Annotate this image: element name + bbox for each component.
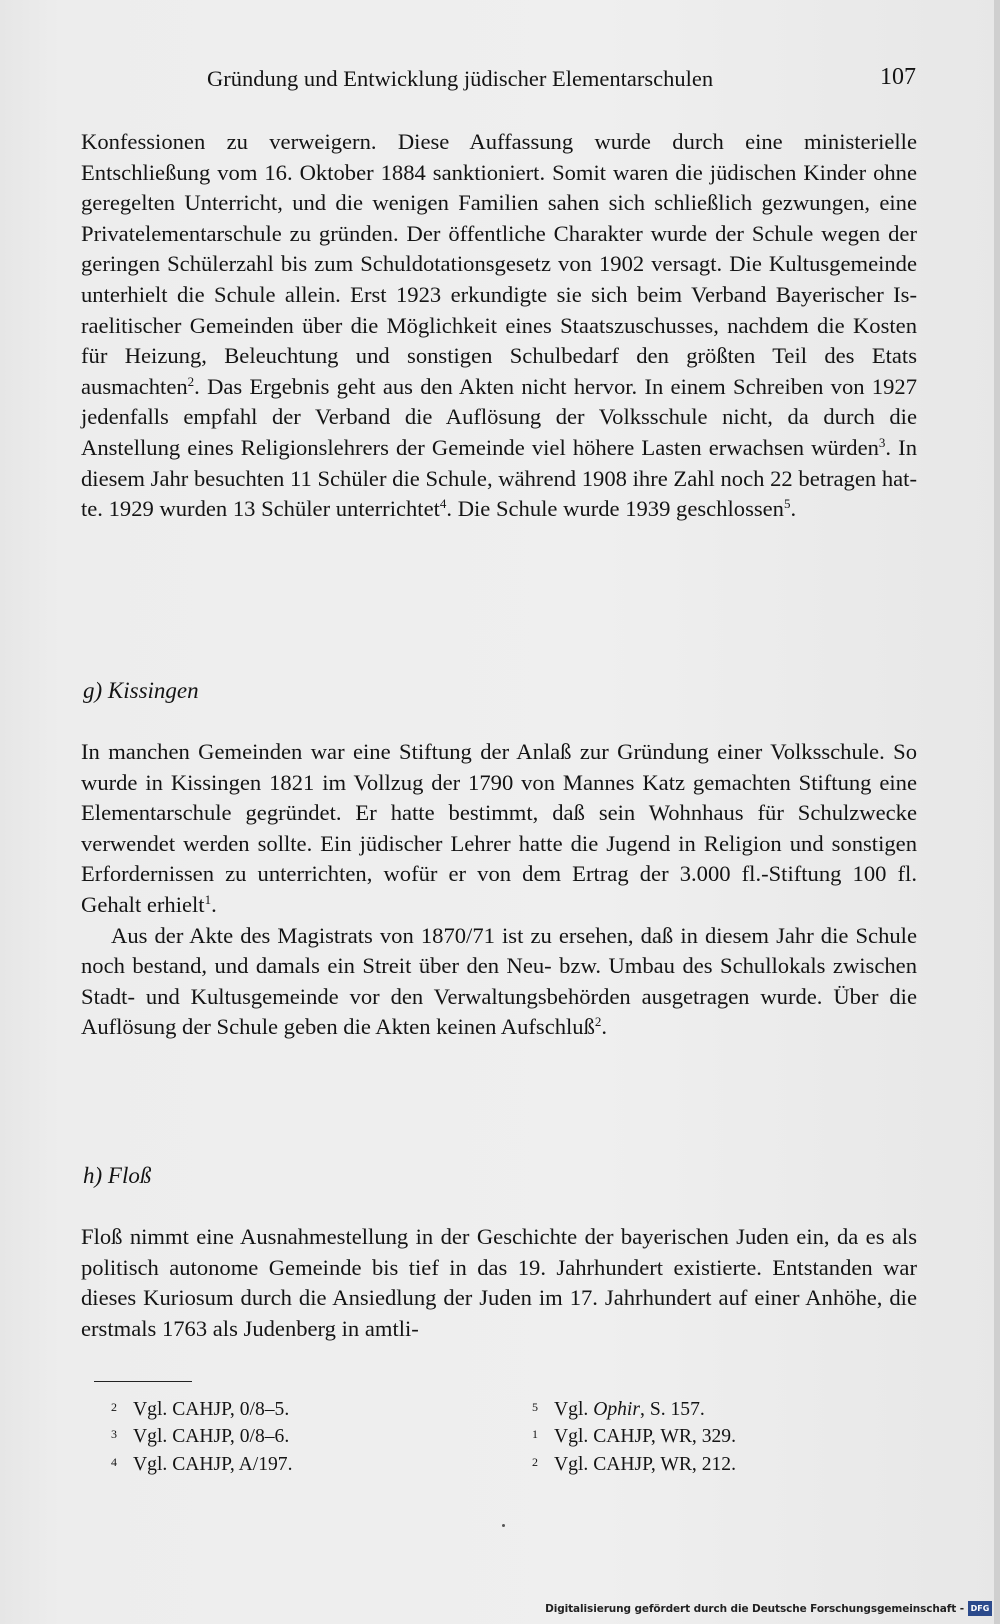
footnote-number: 1	[532, 1427, 538, 1442]
footnote-number: 2	[111, 1400, 117, 1414]
footnote-ref: 3	[878, 434, 886, 450]
footnote-ref: 5	[783, 496, 791, 512]
footnote-text: , S. 157.	[640, 1399, 705, 1420]
footnote-text: Vgl. CAHJP, WR, 329.	[554, 1426, 736, 1448]
paragraph-text: . Die Schule wurde 1939 geschlossen	[446, 496, 784, 522]
page-edge	[994, 0, 1000, 1624]
paragraph-text: .	[211, 891, 217, 917]
footnote	[532, 1395, 736, 1422]
paragraph-text: Konfessionen zu verweigern. Diese Auffassung wurde durch eine ministerielle Entschließung vom 16. Oktober 1884 sanktioniert. Somit waren die jüdischen Kinder ohne geregelten Unterricht, und die wenigen Familien sahen sich schließlich gezwungen, eine Privatelementarschule zu gründen. Der öffentliche Charakter wurde der Schule wegen der geringen Schülerzahl bis zum Schuldotationsgesetz von 1902 versagt. Die Kultusgemeinde unterhielt die Schule allein. Erst 1923 erkundigte sie sich beim Verband Bayerischer Israelitischer Gemeinden über die Möglichkeit eines Staatszuschusses, nachdem die Kosten für Heizung, Beleuchtung und sonstigen Schulbedarf den größten Teil des Etats ausmachten	[81, 129, 917, 399]
footnote-number: 5	[532, 1400, 538, 1414]
footnote	[111, 1422, 293, 1449]
footnote-text: Vgl. CAHJP, A/197.	[133, 1453, 293, 1475]
footnote-italic-title: Ophir	[593, 1399, 641, 1420]
footnote-ref: 2	[187, 373, 195, 389]
footnotes-left-column	[111, 1395, 293, 1477]
footnote-text: Vgl. CAHJP, 0/8–6.	[133, 1426, 290, 1448]
scan-speck	[502, 1524, 505, 1527]
footnote-ref: 1	[204, 891, 212, 907]
paragraph-1	[81, 127, 917, 525]
section-heading-kissingen: g) Kissingen	[83, 678, 199, 703]
footnote-text: Vgl. CAHJP, WR, 212.	[554, 1453, 736, 1475]
footnote-ref: 4	[439, 496, 447, 512]
footnotes-right-column	[532, 1395, 736, 1477]
footnote-number: 3	[111, 1427, 117, 1442]
footnote-ref: 2	[594, 1014, 602, 1030]
paragraph-text: In manchen Gemeinden war eine Stiftung der Anlaß zur Gründung einer Volksschule. So wurde in Kissingen 1821 im Vollzug der 1790 von Mannes Katz gemachten Stiftung eine Elementarschule gegründet. Er hatte bestimmt, daß sein Wohnhaus für Schulzwecke verwendet werden sollte. Ein jüdischer Lehrer hatte die Jugend in Religion und sonstigen Erfordernissen zu unterrichten, wofür er von dem Ertrag der 3.000 fl.-Stiftung 100 fl. Gehalt erhielt	[81, 739, 917, 917]
page-header	[82, 64, 916, 104]
footnote-number: 2	[532, 1454, 538, 1469]
footnote	[111, 1450, 293, 1477]
section-heading-floss: h) Floß	[83, 1163, 152, 1188]
paragraph-2	[81, 737, 917, 1043]
paragraph-text: . In diesem Jahr besuchten 11 Schüler die Schule, während 1908 ihre Zahl noch 22 betragen hatte. 1929 wurden 13 Schüler unterrichtet	[81, 434, 917, 522]
footnote	[532, 1422, 736, 1449]
footnote	[532, 1450, 736, 1477]
footnote-number: 4	[111, 1454, 117, 1469]
footnote-text: Vgl.	[554, 1399, 594, 1420]
paragraph-text: .	[601, 1014, 608, 1040]
footnote-divider	[94, 1381, 192, 1382]
dfg-logo: DFG	[968, 1601, 992, 1616]
paragraph-text: .	[790, 496, 797, 522]
running-head: Gründung und Entwicklung jüdischer Elementarschulen	[207, 66, 714, 91]
paragraph-text: Aus der Akte des Magistrats von 1870/71 ist zu ersehen, daß in diesem Jahr die Schule noch bestand, und damals ein Streit über den Neu- bzw. Umbau des Schullokals zwischen Stadt- und Kultusgemeinde vor den Verwaltungsbehörden ausgetragen wurde. Über die Auflösung der Schule geben die Akten keinen Aufschluß	[81, 922, 917, 1040]
footnote-text: Vgl. CAHJP, 0/8–5.	[133, 1399, 290, 1420]
paragraph-3	[81, 1222, 917, 1344]
paragraph-text: Floß nimmt eine Ausnahmestellung in der Geschichte der bayerischen Juden ein, da es als politisch autonome Gemeinde bis tief in das 19. Jahrhundert existierte. Entstanden war dieses Kuriosum durch die Ansiedlung der Juden im 17. Jahrhundert auf einer Anhöhe, die erstmals 1763 als Judenberg in amtli-	[81, 1224, 917, 1341]
digitization-credit: Digitalisierung gefördert durch die Deutsche Forschungsgemeinschaft -	[545, 1603, 964, 1615]
page-number: 107	[880, 64, 916, 90]
footnote	[111, 1395, 293, 1422]
paragraph-text: . Das Ergebnis geht aus den Akten nicht hervor. In einem Schreiben von 1927 jedenfalls empfahl der Verband die Auflösung der Volksschule nicht, da durch die Anstellung eines Religionslehrers der Gemeinde viel höhere Lasten erwachsen würden	[81, 373, 917, 460]
